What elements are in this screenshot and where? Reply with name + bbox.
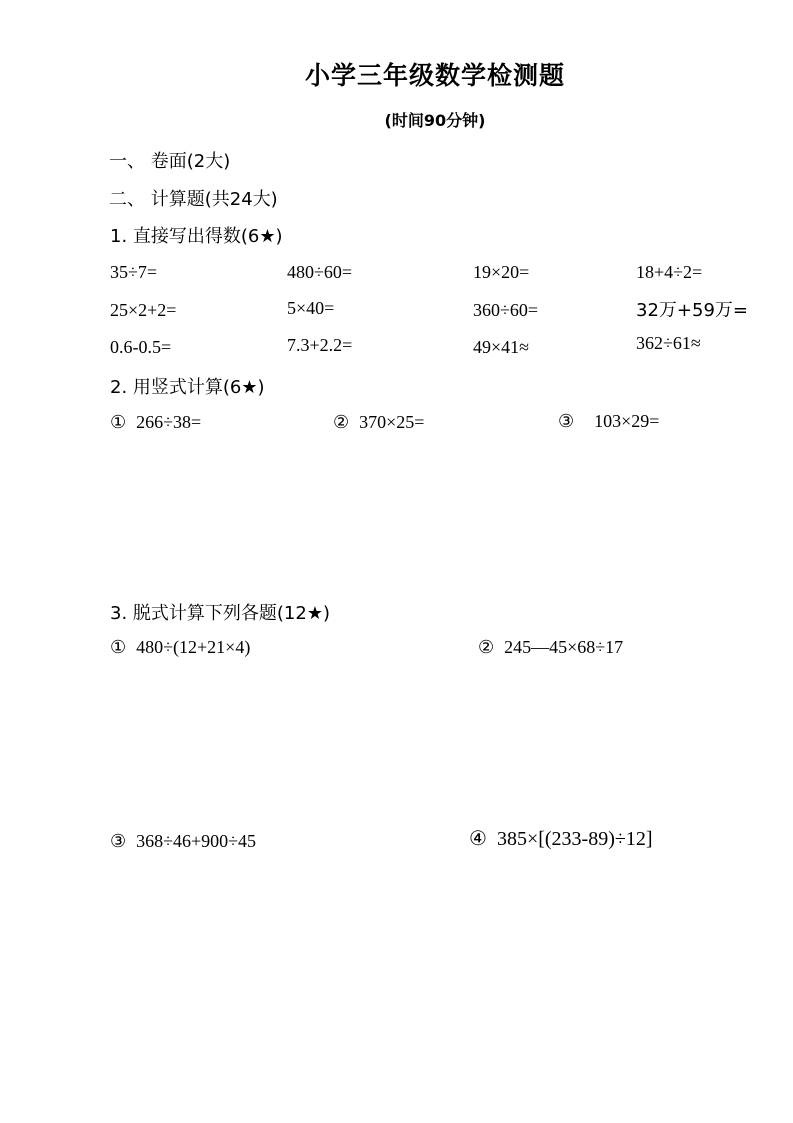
vertical-problem-2	[333, 412, 424, 433]
stepwise-problem-3-text: 368÷46+900÷45	[136, 831, 257, 851]
vertical-problem-3-text: 103×29=	[594, 411, 660, 431]
page-subtitle: (时间90分钟)	[384, 111, 486, 130]
stepwise-problem-4-text: 385×[(233-89)÷12]	[496, 828, 653, 850]
problem-1-12: 362÷61≈	[636, 333, 701, 353]
stepwise-problem-2-text: 245—45×68÷17	[504, 637, 624, 657]
problem-1-11: 49×41≈	[473, 337, 530, 357]
stepwise-problem-3	[110, 831, 256, 852]
problem-1-10: 7.3+2.2=	[287, 335, 353, 355]
vertical-problem-2-text: 370×25=	[359, 412, 425, 432]
problem-1-9: 0.6-0.5=	[110, 337, 172, 357]
part3-heading: 3. 脱式计算下列各题(12★)	[110, 603, 330, 624]
vertical-problem-3	[558, 411, 659, 432]
problem-1-4: 18+4÷2=	[636, 262, 703, 282]
section-heading-neatness: 一、 卷面(2大)	[109, 151, 231, 172]
vertical-problem-1	[110, 412, 201, 433]
stepwise-problem-1-text: 480÷(12+21×4)	[136, 637, 251, 657]
marker-circled-2: ②	[333, 412, 350, 433]
page-title: 小学三年级数学检测题	[304, 61, 565, 90]
stepwise-problem-4	[469, 826, 653, 851]
vertical-problem-1-text: 266÷38=	[136, 412, 202, 432]
problem-1-5: 25×2+2=	[110, 300, 177, 320]
problem-1-1: 35÷7=	[110, 262, 158, 282]
marker-circled-4: ④	[469, 826, 487, 850]
problem-1-8: 32万+59万=	[636, 300, 748, 321]
part2-heading: 2. 用竖式计算(6★)	[110, 377, 265, 398]
section-heading-calculation: 二、 计算题(共24大)	[109, 189, 278, 210]
marker-circled-1: ①	[110, 637, 127, 658]
marker-circled-3: ③	[558, 411, 575, 432]
problem-1-3: 19×20=	[473, 262, 530, 282]
stepwise-problem-2	[478, 637, 623, 658]
stepwise-problem-1	[110, 637, 250, 658]
part1-heading: 1. 直接写出得数(6★)	[110, 226, 283, 247]
marker-circled-3: ③	[110, 831, 127, 852]
problem-1-2: 480÷60=	[287, 262, 353, 282]
problem-1-7: 360÷60=	[473, 300, 539, 320]
problem-1-6: 5×40=	[287, 298, 335, 318]
marker-circled-2: ②	[478, 637, 495, 658]
marker-circled-1: ①	[110, 412, 127, 433]
